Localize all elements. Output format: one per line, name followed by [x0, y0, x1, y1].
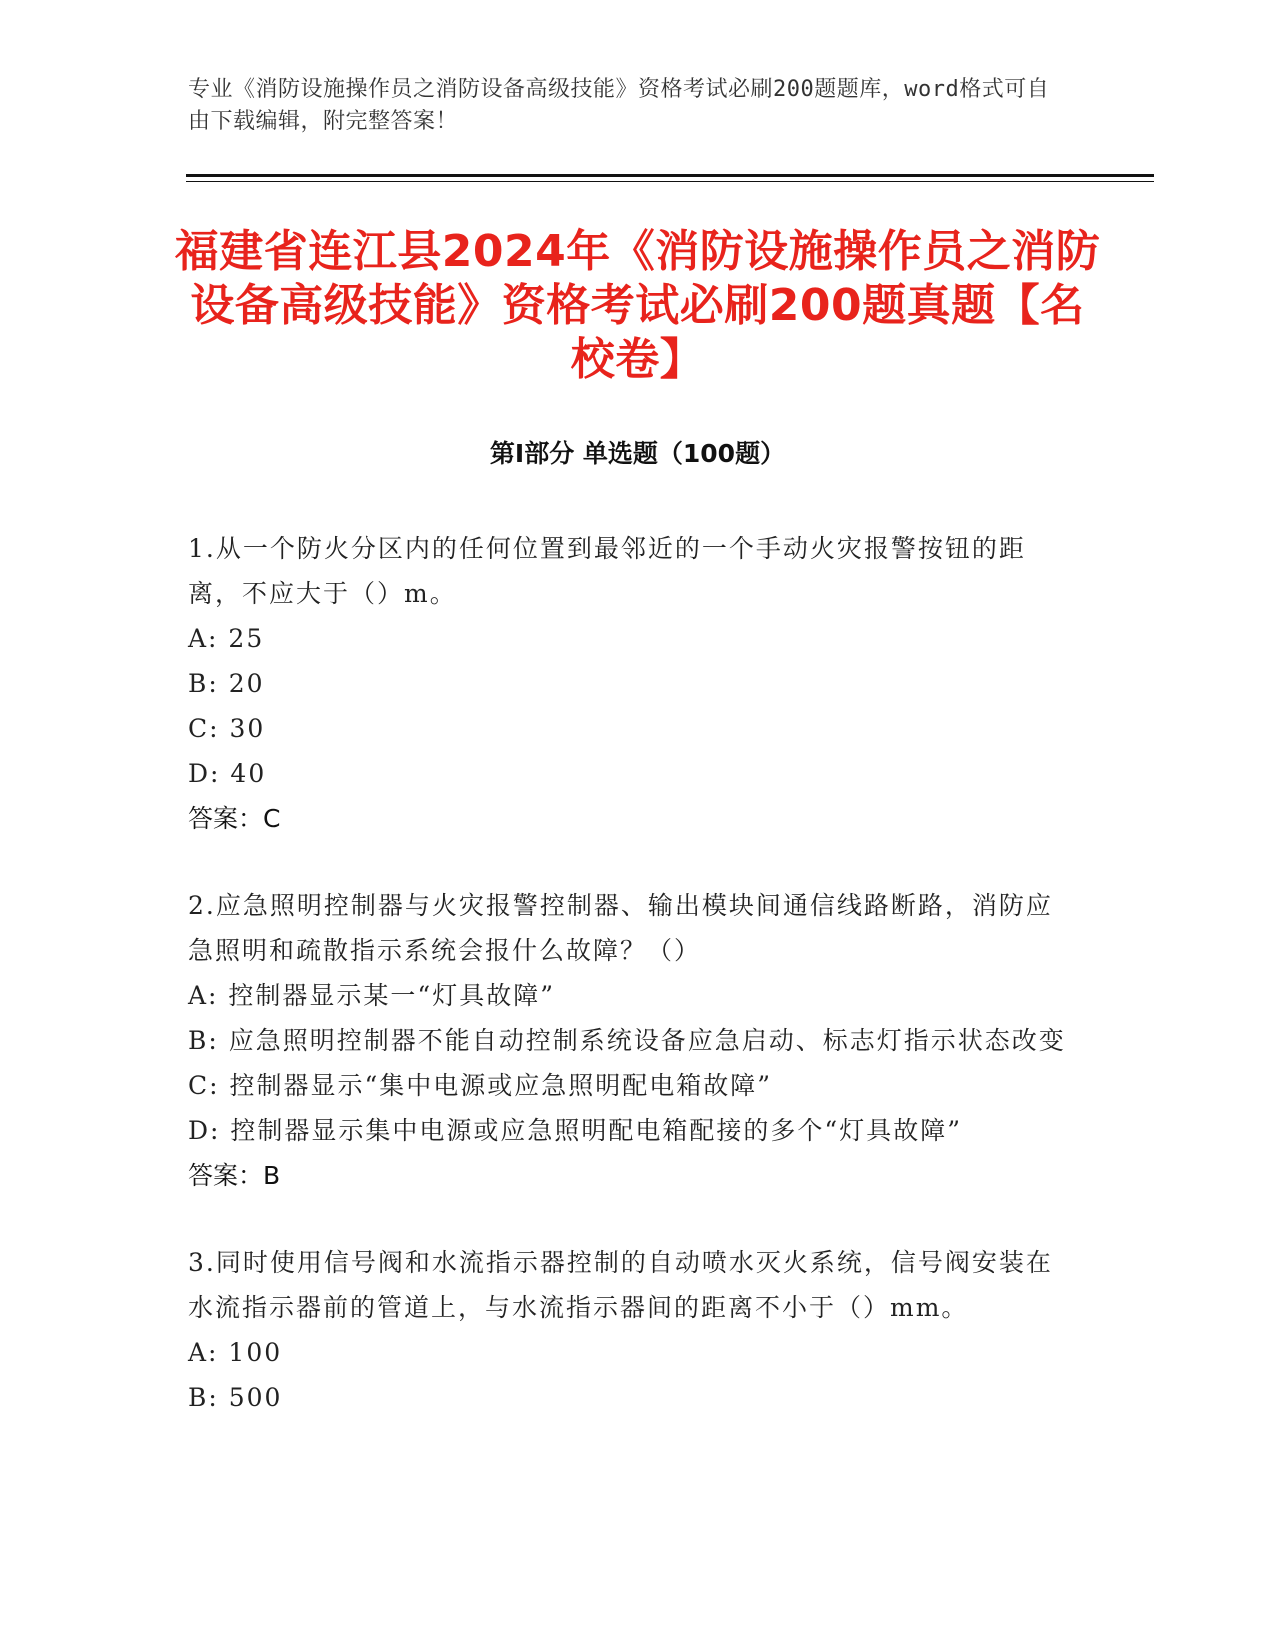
header-rule-thick [186, 174, 1154, 177]
option-c: C: 控制器显示“集中电源或应急照明配电箱故障” [188, 1071, 773, 1100]
option-b: B: 20 [188, 669, 265, 698]
document-title: 福建省连江县2024年《消防设施操作员之消防设备高级技能》资格考试必刷200题真题【名校卷】 [174, 226, 1101, 385]
answer: 答案：C [188, 804, 281, 833]
question-2 [188, 883, 1073, 1198]
question-3 [188, 1240, 1073, 1420]
option-b: B: 500 [188, 1383, 283, 1412]
question-list [188, 526, 1073, 1462]
option-d: D: 40 [188, 759, 267, 788]
question-1 [188, 526, 1073, 841]
header-note: 专业《消防设施操作员之消防设备高级技能》资格考试必刷200题题库，word格式可自由下载编辑，附完整答案！ [188, 77, 1050, 134]
option-b: B: 应急照明控制器不能自动控制系统设备应急启动、标志灯指示状态改变 [188, 1026, 1066, 1055]
option-c: C: 30 [188, 714, 266, 743]
answer: 答案：B [188, 1161, 281, 1190]
header-rule-thin [186, 181, 1154, 182]
question-stem: 3.同时使用信号阀和水流指示器控制的自动喷水灭火系统，信号阀安装在水流指示器前的管道上，与水流指示器间的距离不小于（）mm。 [188, 1248, 1053, 1322]
option-a: A: 控制器显示某一“灯具故障” [188, 981, 555, 1010]
question-stem: 2.应急照明控制器与火灾报警控制器、输出模块间通信线路断路，消防应急照明和疏散指示系统会报什么故障？（） [188, 891, 1053, 965]
question-stem: 1.从一个防火分区内的任何位置到最邻近的一个手动火灾报警按钮的距离，不应大于（）m。 [188, 534, 1026, 608]
option-a: A: 25 [188, 624, 265, 653]
option-d: D: 控制器显示集中电源或应急照明配电箱配接的多个“灯具故障” [188, 1116, 962, 1145]
option-a: A: 100 [188, 1338, 283, 1367]
section-title: 第I部分 单选题（100题） [489, 439, 786, 468]
